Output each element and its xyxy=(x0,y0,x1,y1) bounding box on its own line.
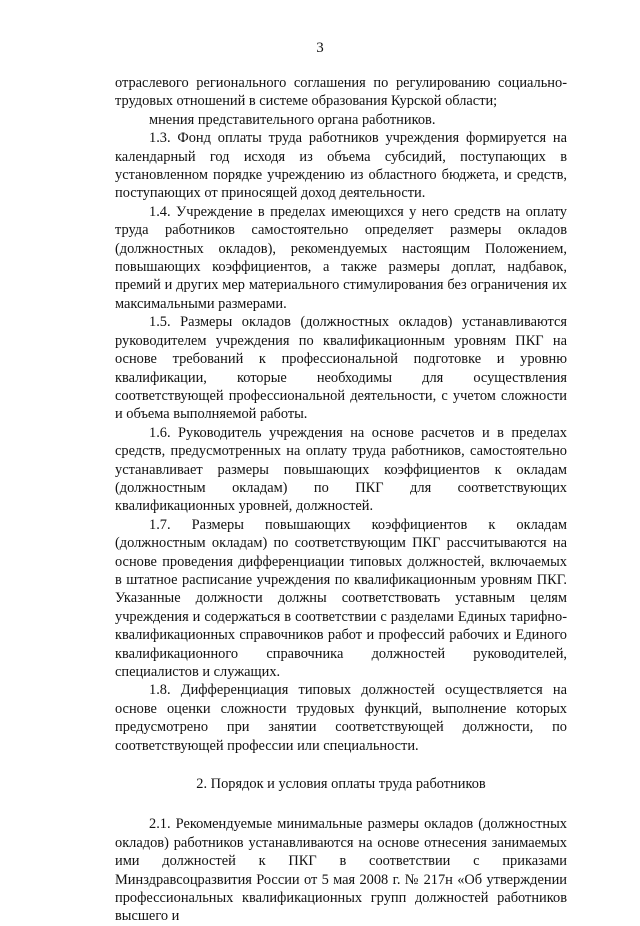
paragraph-1-4: 1.4. Учреждение в пределах имеющихся у него средств на оплату труда работников самостоятельно определяет размеры окладов (должностных окладов), рекомендуемых настоящим Положением, повышающих коэффициентов, а также размеры доплат, надбавок, премий и других мер материального стимулирования без ограничения их максимальными размерами. xyxy=(115,203,567,312)
section-heading: 2. Порядок и условия оплаты труда работников xyxy=(196,776,486,793)
paragraph-opinion: мнения представительного органа работников. xyxy=(149,111,436,128)
paragraph-1-7: 1.7. Размеры повышающих коэффициентов к окладам (должностным окладам) по соответствующим ПКГ рассчитываются на основе проведения дифференциации типовых должностей, включаемых в штатное расписание учреждения по квалификационным уровням ПКГ. Указанные должности должны соответствовать уставным целям учреждения и содержаться в соответствии с разделами Единых тарифно-квалификационных справочников работ и профессий рабочих и Единого квалификационного справочника должностей руководителей, специалистов и служащих. xyxy=(115,516,567,680)
paragraph-1-3: 1.3. Фонд оплаты труда работников учреждения формируется на календарный год исходя из объема субсидий, поступающих в установленном порядке учреждению из областного бюджета, и средств, поступающих от приносящей доход деятельности. xyxy=(115,130,567,202)
paragraph-1-5: 1.5. Размеры окладов (должностных окладов) устанавливаются руководителем учреждения по квалификационным уровням ПКГ на основе требований к профессиональной подготовке и уровню квалификации, которые необходимы для осуществления соответствующей профессиональной деятельности, с учетом сложности и объема выполняемой работы. xyxy=(115,314,567,423)
paragraph-1-8: 1.8. Дифференциация типовых должностей осуществляется на основе оценки сложности трудовых функций, выполнение которых предусмотрено при занятии соответствующей должности, по соответствующей профессии или специальности. xyxy=(115,682,567,754)
paragraph-2-1: 2.1. Рекомендуемые минимальные размеры окладов (должностных окладов) работников устанавливаются на основе отнесения занимаемых ими должностей к ПКГ в соответствии с приказами Минздравсоцразвития России от 5 мая 2008 г. № 217н «Об утверждении профессиональных квалификационных групп должностей работников высшего и xyxy=(115,816,567,925)
document-body xyxy=(115,74,567,926)
page-number: 3 xyxy=(316,40,324,56)
paragraph-agreement: отраслевого регионального соглашения по регулированию социально-трудовых отношений в системе образования Курской области; xyxy=(115,75,567,110)
paragraph-1-6: 1.6. Руководитель учреждения на основе расчетов и в пределах средств, предусмотренных на оплату труда работников, самостоятельно устанавливает размеры повышающих коэффициентов к окладам (должностным окладам) по ПКГ для соответствующих квалификационных уровней, должностей. xyxy=(115,424,567,515)
